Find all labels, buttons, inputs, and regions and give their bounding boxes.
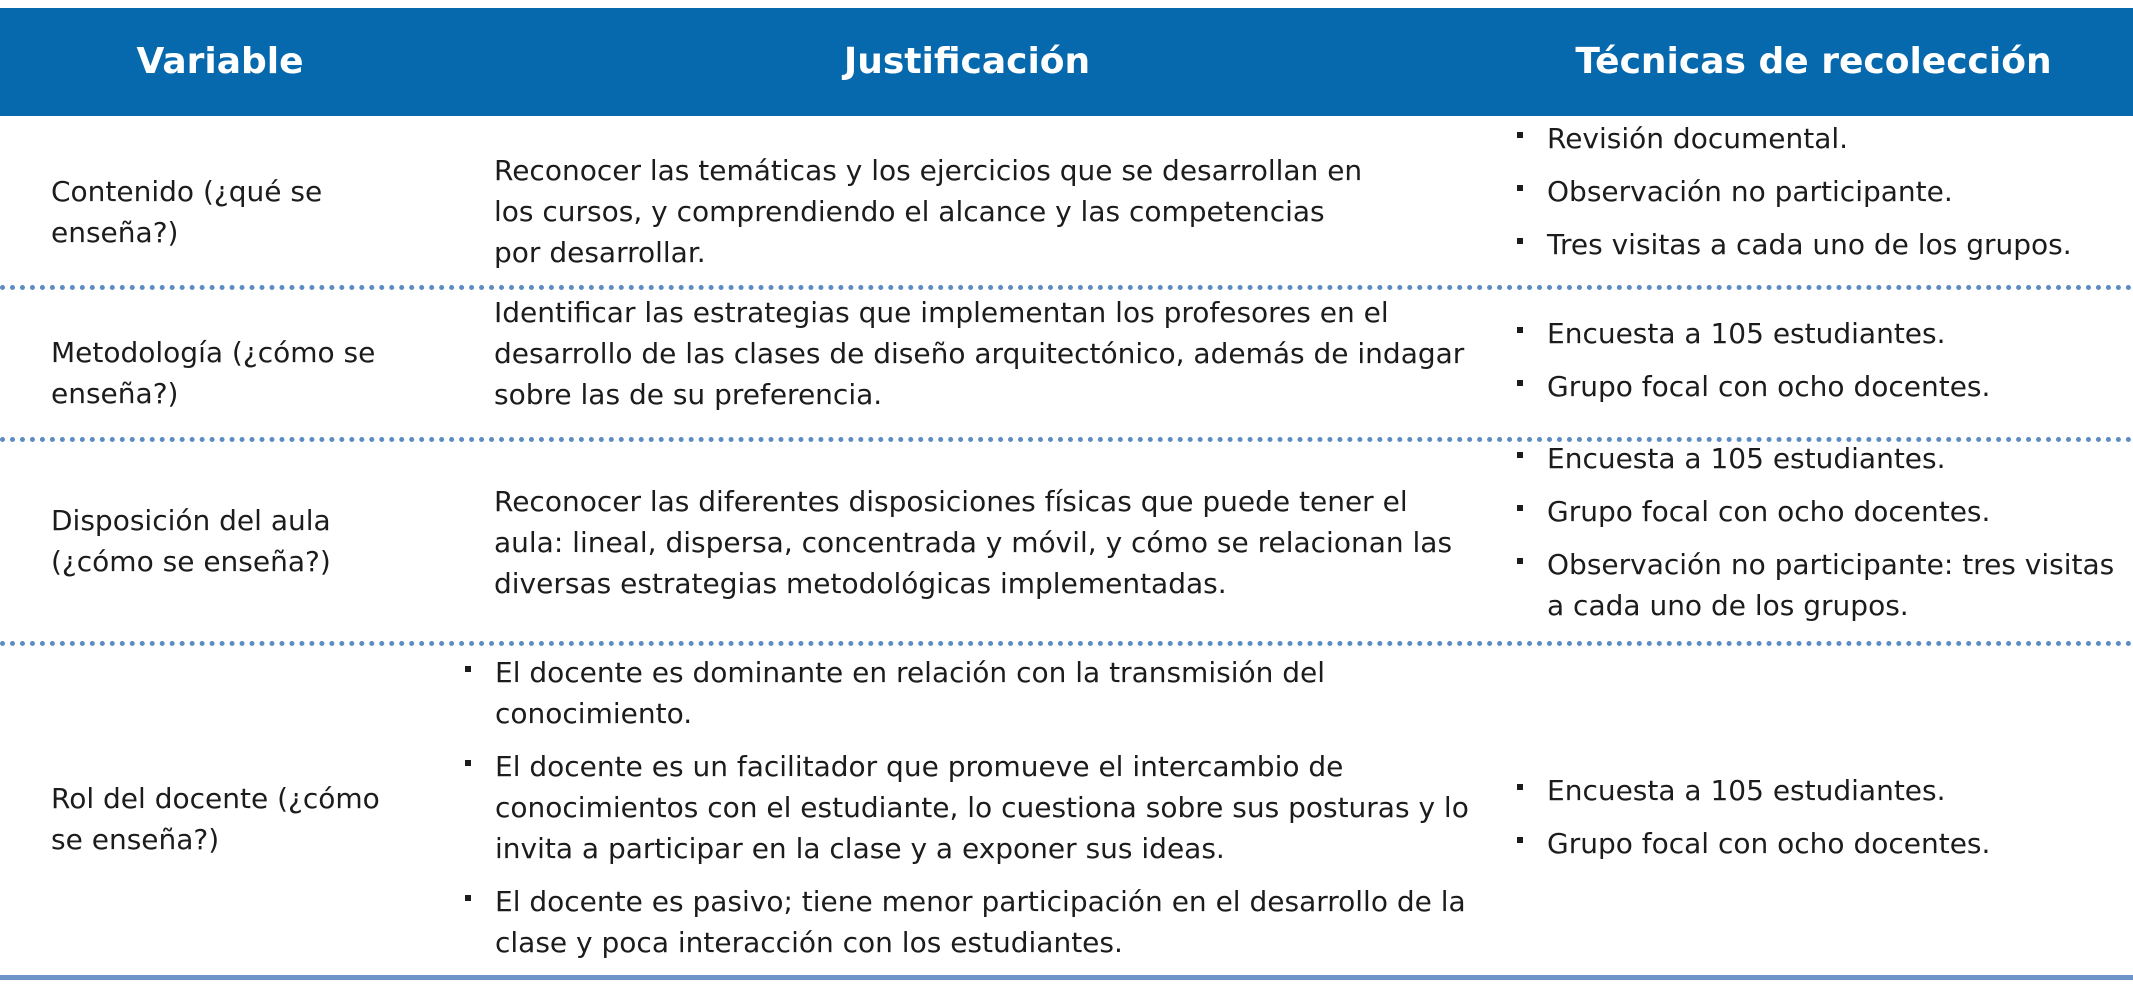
row-justification: Reconocer las temáticas y los ejercicios que se desarrollan en los cursos, y comprendiendo el alcance y las competencias por desarrollar. xyxy=(494,154,1363,269)
list-item: Grupo focal con ocho docentes. xyxy=(1514,823,2124,864)
list-item: Tres visitas a cada uno de los grupos. xyxy=(1514,224,2124,265)
row-variable: Rol del docente (¿cómo se enseña?) xyxy=(51,782,380,856)
table-bottom-rule xyxy=(0,975,2133,980)
techniques-list xyxy=(1514,770,2124,864)
bullet-icon xyxy=(1517,238,1523,244)
list-item: El docente es pasivo; tiene menor participación en el desarrollo de la clase y poca interacción con los estudiantes. xyxy=(462,881,1474,963)
bullet-icon xyxy=(465,895,471,901)
bullet-icon xyxy=(465,760,471,766)
bullet-icon xyxy=(1517,784,1523,790)
list-item: Encuesta a 105 estudiantes. xyxy=(1514,313,2124,354)
bullet-icon xyxy=(1517,185,1523,191)
justification-list xyxy=(462,652,1474,963)
table-row xyxy=(0,646,2133,976)
bullet-icon xyxy=(1517,452,1523,458)
list-item: Observación no participante: tres visitas a cada uno de los grupos. xyxy=(1514,544,2124,626)
bullet-icon xyxy=(1517,837,1523,843)
table-row xyxy=(0,116,2133,298)
header-techniques: Técnicas de recolección xyxy=(1575,41,2052,82)
table-row xyxy=(0,290,2133,440)
row-justification: Reconocer las diferentes disposiciones físicas que puede tener el aula: lineal, dispersa, concentrada y móvil, y cómo se relacionan las diversas estrategias metodológicas implementadas. xyxy=(494,485,1453,600)
header-justification: Justificación xyxy=(843,41,1091,82)
list-item: El docente es dominante en relación con la transmisión del conocimiento. xyxy=(462,652,1474,734)
bullet-icon xyxy=(1517,380,1523,386)
list-item: Encuesta a 105 estudiantes. xyxy=(1514,438,2124,479)
row-justification: Identificar las estrategias que implementan los profesores en el desarrollo de las clases de diseño arquitectónico, además de indagar sobre las de su preferencia. xyxy=(494,296,1465,411)
bullet-icon xyxy=(465,666,471,672)
techniques-list xyxy=(1514,313,2124,407)
list-item: Revisión documental. xyxy=(1514,118,2124,159)
list-item: Observación no participante. xyxy=(1514,171,2124,212)
list-item: Grupo focal con ocho docentes. xyxy=(1514,491,2124,532)
techniques-list xyxy=(1514,438,2124,626)
list-item: El docente es un facilitador que promueve el intercambio de conocimientos con el estudiante, lo cuestiona sobre sus posturas y lo invita a participar en la clase y a exponer sus ideas. xyxy=(462,746,1474,869)
row-variable: Disposición del aula (¿cómo se enseña?) xyxy=(51,504,331,578)
list-item: Grupo focal con ocho docentes. xyxy=(1514,366,2124,407)
bullet-icon xyxy=(1517,327,1523,333)
bullet-icon xyxy=(1517,505,1523,511)
table-row xyxy=(0,442,2133,642)
table-header xyxy=(0,8,2133,116)
row-variable: Metodología (¿cómo se enseña?) xyxy=(51,336,376,410)
bullet-icon xyxy=(1517,558,1523,564)
techniques-list xyxy=(1514,118,2124,265)
bullet-icon xyxy=(1517,132,1523,138)
list-item: Encuesta a 105 estudiantes. xyxy=(1514,770,2124,811)
header-variable: Variable xyxy=(136,41,304,82)
row-variable: Contenido (¿qué se enseña?) xyxy=(51,175,323,249)
